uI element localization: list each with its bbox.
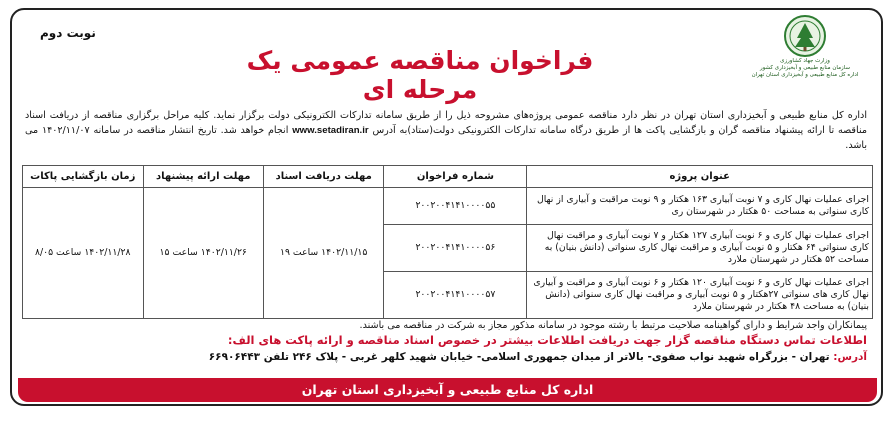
- header-opening-time: زمان بازگشایی پاکات: [23, 166, 144, 188]
- intro-tail: انجام خواهد شد. تاریخ انتشار مناقصه در سامانه ۱۴۰۲/۱۱/۰۷ می باشد.: [25, 125, 867, 151]
- round-label: نوبت دوم: [40, 26, 96, 40]
- document-deadline: ۱۴۰۲/۱۱/۱۵ ساعت ۱۹: [263, 188, 383, 319]
- address-label: آدرس:: [833, 351, 867, 363]
- eligibility-note: پیمانکاران واجد شرایط و دارای گواهینامه صلاحیت مرتبط با رشته موجود در سامانه مذکور مجاز به شرکت در مناقصه می باشند.: [359, 320, 867, 331]
- tender-number: ۲۰۰۲۰۰۴۱۴۱۰۰۰۰۵۶: [384, 225, 527, 272]
- project-title: اجرای عملیات نهال کاری و ۶ نوبت آبیاری ۱۲۰ هکتار و ۶ نوبت آبیاری و مراقبت و آبیاری نهال کاری های سنواتی ۲۷هکتار و ۵ نوبت آبیاری و مراقبت نهال کاری سنواتی (دانش بنیان) به مساحت ۴۸ هکتار در شهرستان ملارد: [527, 272, 873, 319]
- header-document-deadline: مهلت دریافت اسناد: [263, 166, 383, 188]
- website-link[interactable]: www.setadiran.ir: [292, 125, 369, 136]
- organization-logo: [745, 14, 865, 104]
- header-project-title: عنوان پروژه: [527, 166, 873, 188]
- contact-heading: اطلاعات تماس دستگاه مناقصه گزار جهت دریافت اطلاعات بیشتر در خصوص اسناد مناقصه و ارائه پاکت های الف:: [227, 333, 867, 347]
- offer-deadline: ۱۴۰۲/۱۱/۲۶ ساعت ۱۵: [143, 188, 263, 319]
- project-title: اجرای عملیات نهال کاری و ۷ نوبت آبیاری ۱۶۳ هکتار و ۹ نوبت مراقبت و آبیاری از نهال کاری سنواتی به مساحت ۵۰ هکتار در شهرستان ری: [527, 188, 873, 225]
- tenders-table: [22, 165, 873, 319]
- address-line: [209, 351, 867, 363]
- table-row: [23, 188, 873, 225]
- logo-organization: سازمان منابع طبیعی و آبخیزداری کشور: [760, 65, 850, 71]
- address-text: تهران - بزرگراه شهید نواب صفوی- بالاتر از میدان جمهوری اسلامی- خیابان شهید کلهر غربی - پلاک ۲۴۶ تلفن ۶۶۹۰۶۴۴۳: [208, 351, 830, 363]
- notice-title: فراخوان مناقصه عمومی یک مرحله ای: [246, 46, 594, 104]
- header-tender-number: شماره فراخوان: [384, 166, 527, 188]
- tender-number: ۲۰۰۲۰۰۴۱۴۱۰۰۰۰۵۵: [384, 188, 527, 225]
- header-offer-deadline: مهلت ارائه پیشنهاد: [143, 166, 263, 188]
- table-header-row: [23, 166, 873, 188]
- footer-banner: اداره کل منابع طبیعی و آبخیزداری استان تهران: [18, 378, 877, 402]
- emblem-icon: [783, 14, 827, 58]
- opening-time: ۱۴۰۲/۱۱/۲۸ ساعت ۸/۰۵: [23, 188, 144, 319]
- tender-number: ۲۰۰۲۰۰۴۱۴۱۰۰۰۰۵۷: [384, 272, 527, 319]
- logo-department: اداره کل منابع طبیعی و آبخیزداری استان تهران: [751, 72, 859, 78]
- intro-text: اداره کل منابع طبیعی و آبخیزداری استان تهران در نظر دارد مناقصه عمومی پروژه‌های مشروحه ذیل را از طریق سامانه تدارکات الکترونیکی دولت برگزار نماید. کلیه مراحل برگزاری مناقصه از دریافت اسناد مناقصه تا ارائه پیشنهاد مناقصه گران و بازگشایی پاکت ها از طریق درگاه سامانه تدارکات الکترونیکی دولت(ستاد)به آدرس: [25, 110, 867, 136]
- logo-ministry: وزارت جهاد کشاورزی: [780, 58, 830, 64]
- intro-paragraph: [25, 108, 867, 153]
- project-title: اجرای عملیات نهال کاری و ۶ نوبت آبیاری ۱۲۷ هکتار و ۷ نوبت آبیاری و مراقبت نهال کاری سنواتی ۶۴ هکتار و ۵ نوبت آبیاری و مراقبت نهال کاری سنواتی (دانش بنیان) به مساحت ۵۲ هکتار در شهرستان ملارد: [527, 225, 873, 272]
